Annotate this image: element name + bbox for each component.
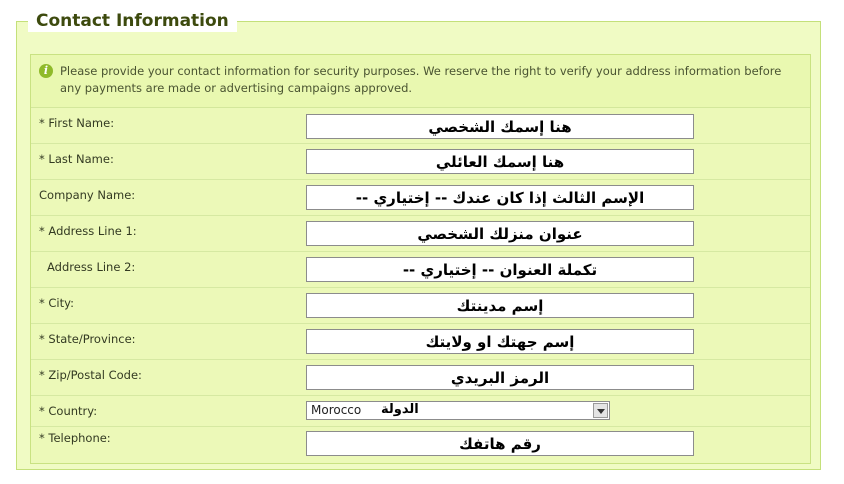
address-line-2-label: Address Line 2:: [47, 260, 136, 274]
state-province-row: [31, 324, 810, 360]
country-row: [31, 396, 810, 427]
address-line-1-label: * Address Line 1:: [39, 224, 137, 238]
state-province-label: * State/Province:: [39, 332, 136, 346]
first-name-input[interactable]: [306, 114, 694, 139]
telephone-label: * Telephone:: [39, 431, 111, 445]
state-province-input[interactable]: [306, 329, 694, 354]
contact-form: [30, 54, 811, 464]
country-select[interactable]: [306, 401, 610, 420]
first-name-label: * First Name:: [39, 116, 115, 130]
company-name-label: Company Name:: [39, 188, 136, 202]
info-notice: [31, 55, 810, 108]
chevron-down-icon[interactable]: [593, 403, 608, 418]
city-label: * City:: [39, 296, 74, 310]
section-title: Contact Information: [28, 10, 237, 32]
telephone-row: [31, 427, 810, 463]
address-line-2-input[interactable]: [306, 257, 694, 282]
address-line-2-row: [31, 252, 810, 288]
zip-postal-code-input[interactable]: [306, 365, 694, 390]
zip-postal-code-row: [31, 360, 810, 396]
city-input[interactable]: [306, 293, 694, 318]
zip-postal-code-label: * Zip/Postal Code:: [39, 368, 142, 382]
city-row: [31, 288, 810, 324]
country-annotation: الدولة: [381, 402, 419, 417]
address-line-1-input[interactable]: [306, 221, 694, 246]
company-name-row: [31, 180, 810, 216]
country-label: * Country:: [39, 404, 98, 418]
first-name-row: [31, 108, 810, 144]
company-name-input[interactable]: [306, 185, 694, 210]
address-line-1-row: [31, 216, 810, 252]
telephone-input[interactable]: [306, 431, 694, 456]
last-name-input[interactable]: [306, 149, 694, 174]
country-selected-value: Morocco: [311, 403, 362, 417]
last-name-label: * Last Name:: [39, 152, 114, 166]
info-icon: i: [39, 64, 53, 78]
last-name-row: [31, 144, 810, 180]
info-text: Please provide your contact information for security purposes. We reserve the right to verify your address information before any payments are made or advertising campaigns approved.: [60, 64, 782, 95]
